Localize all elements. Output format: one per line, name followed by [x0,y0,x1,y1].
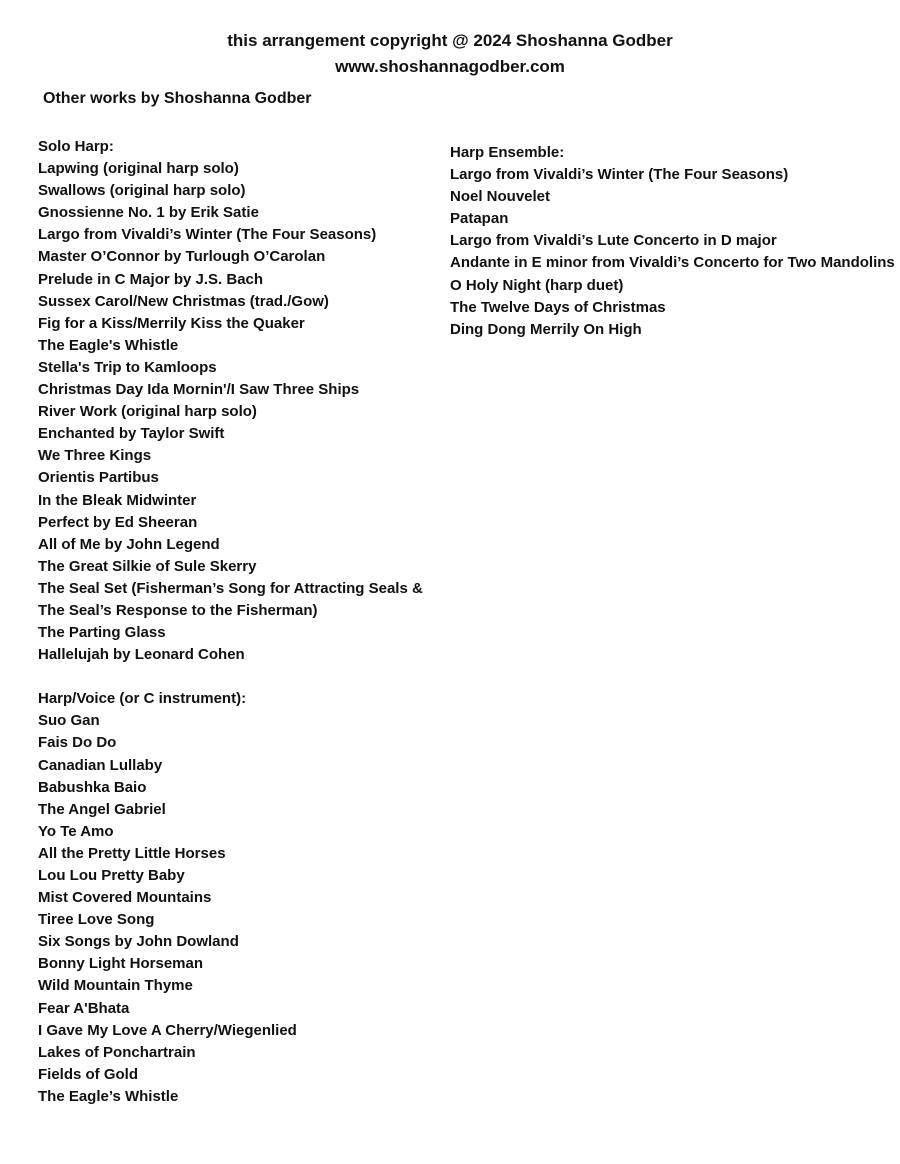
work-title: Wild Mountain Thyme [38,977,193,995]
work-title: Six Songs by John Dowland [38,933,239,951]
right-column [450,142,895,341]
work-title: Fig for a Kiss/Merrily Kiss the Quaker [38,314,305,332]
work-title: Tiree Love Song [38,911,155,929]
work-title: Stella's Trip to Kamloops [38,358,217,376]
work-title: The Angel Gabriel [38,800,166,818]
left-column [38,136,423,1108]
work-title: Orientis Partibus [38,469,159,487]
work-title: Noel Nouvelet [450,188,551,206]
harp-ensemble-heading: Harp Ensemble: [450,144,565,161]
work-title: Prelude in C Major by J.S. Bach [38,270,264,288]
work-title: Suo Gan [38,712,100,730]
work-title: Swallows (original harp solo) [38,182,246,200]
work-title: River Work (original harp solo) [38,403,257,421]
work-title: Lakes of Ponchartrain [38,1043,196,1061]
copyright-block [0,28,900,80]
harp-ensemble-list [450,164,895,341]
work-title: Largo from Vivaldi’s Lute Concerto in D major [450,232,777,250]
harp-voice-section [38,688,423,1108]
work-title: Largo from Vivaldi’s Winter (The Four Seasons) [450,166,789,184]
work-title: Babushka Baio [38,778,147,796]
work-title: Hallelujah by Leonard Cohen [38,646,245,664]
work-title: The Eagle's Whistle [38,336,179,354]
work-title: Bonny Light Horseman [38,955,204,973]
work-title: Largo from Vivaldi’s Winter (The Four Seasons) [38,226,377,244]
work-title: The Seal’s Response to the Fisherman) [38,601,318,619]
copyright-line: this arrangement copyright @ 2024 Shoshanna Godber [227,31,673,50]
solo-harp-section [38,136,423,666]
harp-voice-list [38,710,423,1108]
work-title: Christmas Day Ida Mornin'/I Saw Three Ships [38,381,360,399]
work-title: Fear A'Bhata [38,999,130,1017]
work-title: Sussex Carol/New Christmas (trad./Gow) [38,292,329,310]
work-title: Mist Covered Mountains [38,889,212,907]
work-title: In the Bleak Midwinter [38,491,197,509]
solo-harp-list [38,158,423,666]
work-title: Yo Te Amo [38,822,114,840]
work-title: Lapwing (original harp solo) [38,160,239,178]
work-title: All of Me by John Legend [38,535,220,553]
work-title: Fields of Gold [38,1065,138,1083]
website-link[interactable]: www.shoshannagodber.com [335,57,565,76]
work-title: Canadian Lullaby [38,756,163,774]
work-title: Ding Dong Merrily On High [450,320,642,338]
work-title: The Eagle’s Whistle [38,1087,179,1105]
harp-ensemble-section [450,142,895,341]
work-title: The Seal Set (Fisherman’s Song for Attracting Seals & [38,579,423,597]
work-title: Perfect by Ed Sheeran [38,513,198,531]
work-title: Lou Lou Pretty Baby [38,867,185,884]
work-title: Andante in E minor from Vivaldi’s Concerto for Two Mandolins [450,254,895,272]
work-title: We Three Kings [38,447,152,465]
work-title: Fais Do Do [38,734,117,752]
work-title: Master O’Connor by Turlough O’Carolan [38,248,326,266]
harp-voice-heading: Harp/Voice (or C instrument): [38,690,247,708]
work-title: O Holy Night (harp duet) [450,276,624,294]
solo-harp-heading: Solo Harp: [38,138,114,155]
other-works-title: Other works by Shoshanna Godber [43,90,312,107]
work-title: All the Pretty Little Horses [38,844,226,862]
section-spacer [38,666,423,688]
work-title: Enchanted by Taylor Swift [38,425,225,443]
work-title: The Parting Glass [38,624,166,642]
work-title: I Gave My Love A Cherry/Wiegenlied [38,1021,297,1039]
work-title: Gnossienne No. 1 by Erik Satie [38,204,259,222]
work-title: The Twelve Days of Christmas [450,298,666,316]
work-title: Patapan [450,210,509,228]
work-title: The Great Silkie of Sule Skerry [38,557,257,575]
